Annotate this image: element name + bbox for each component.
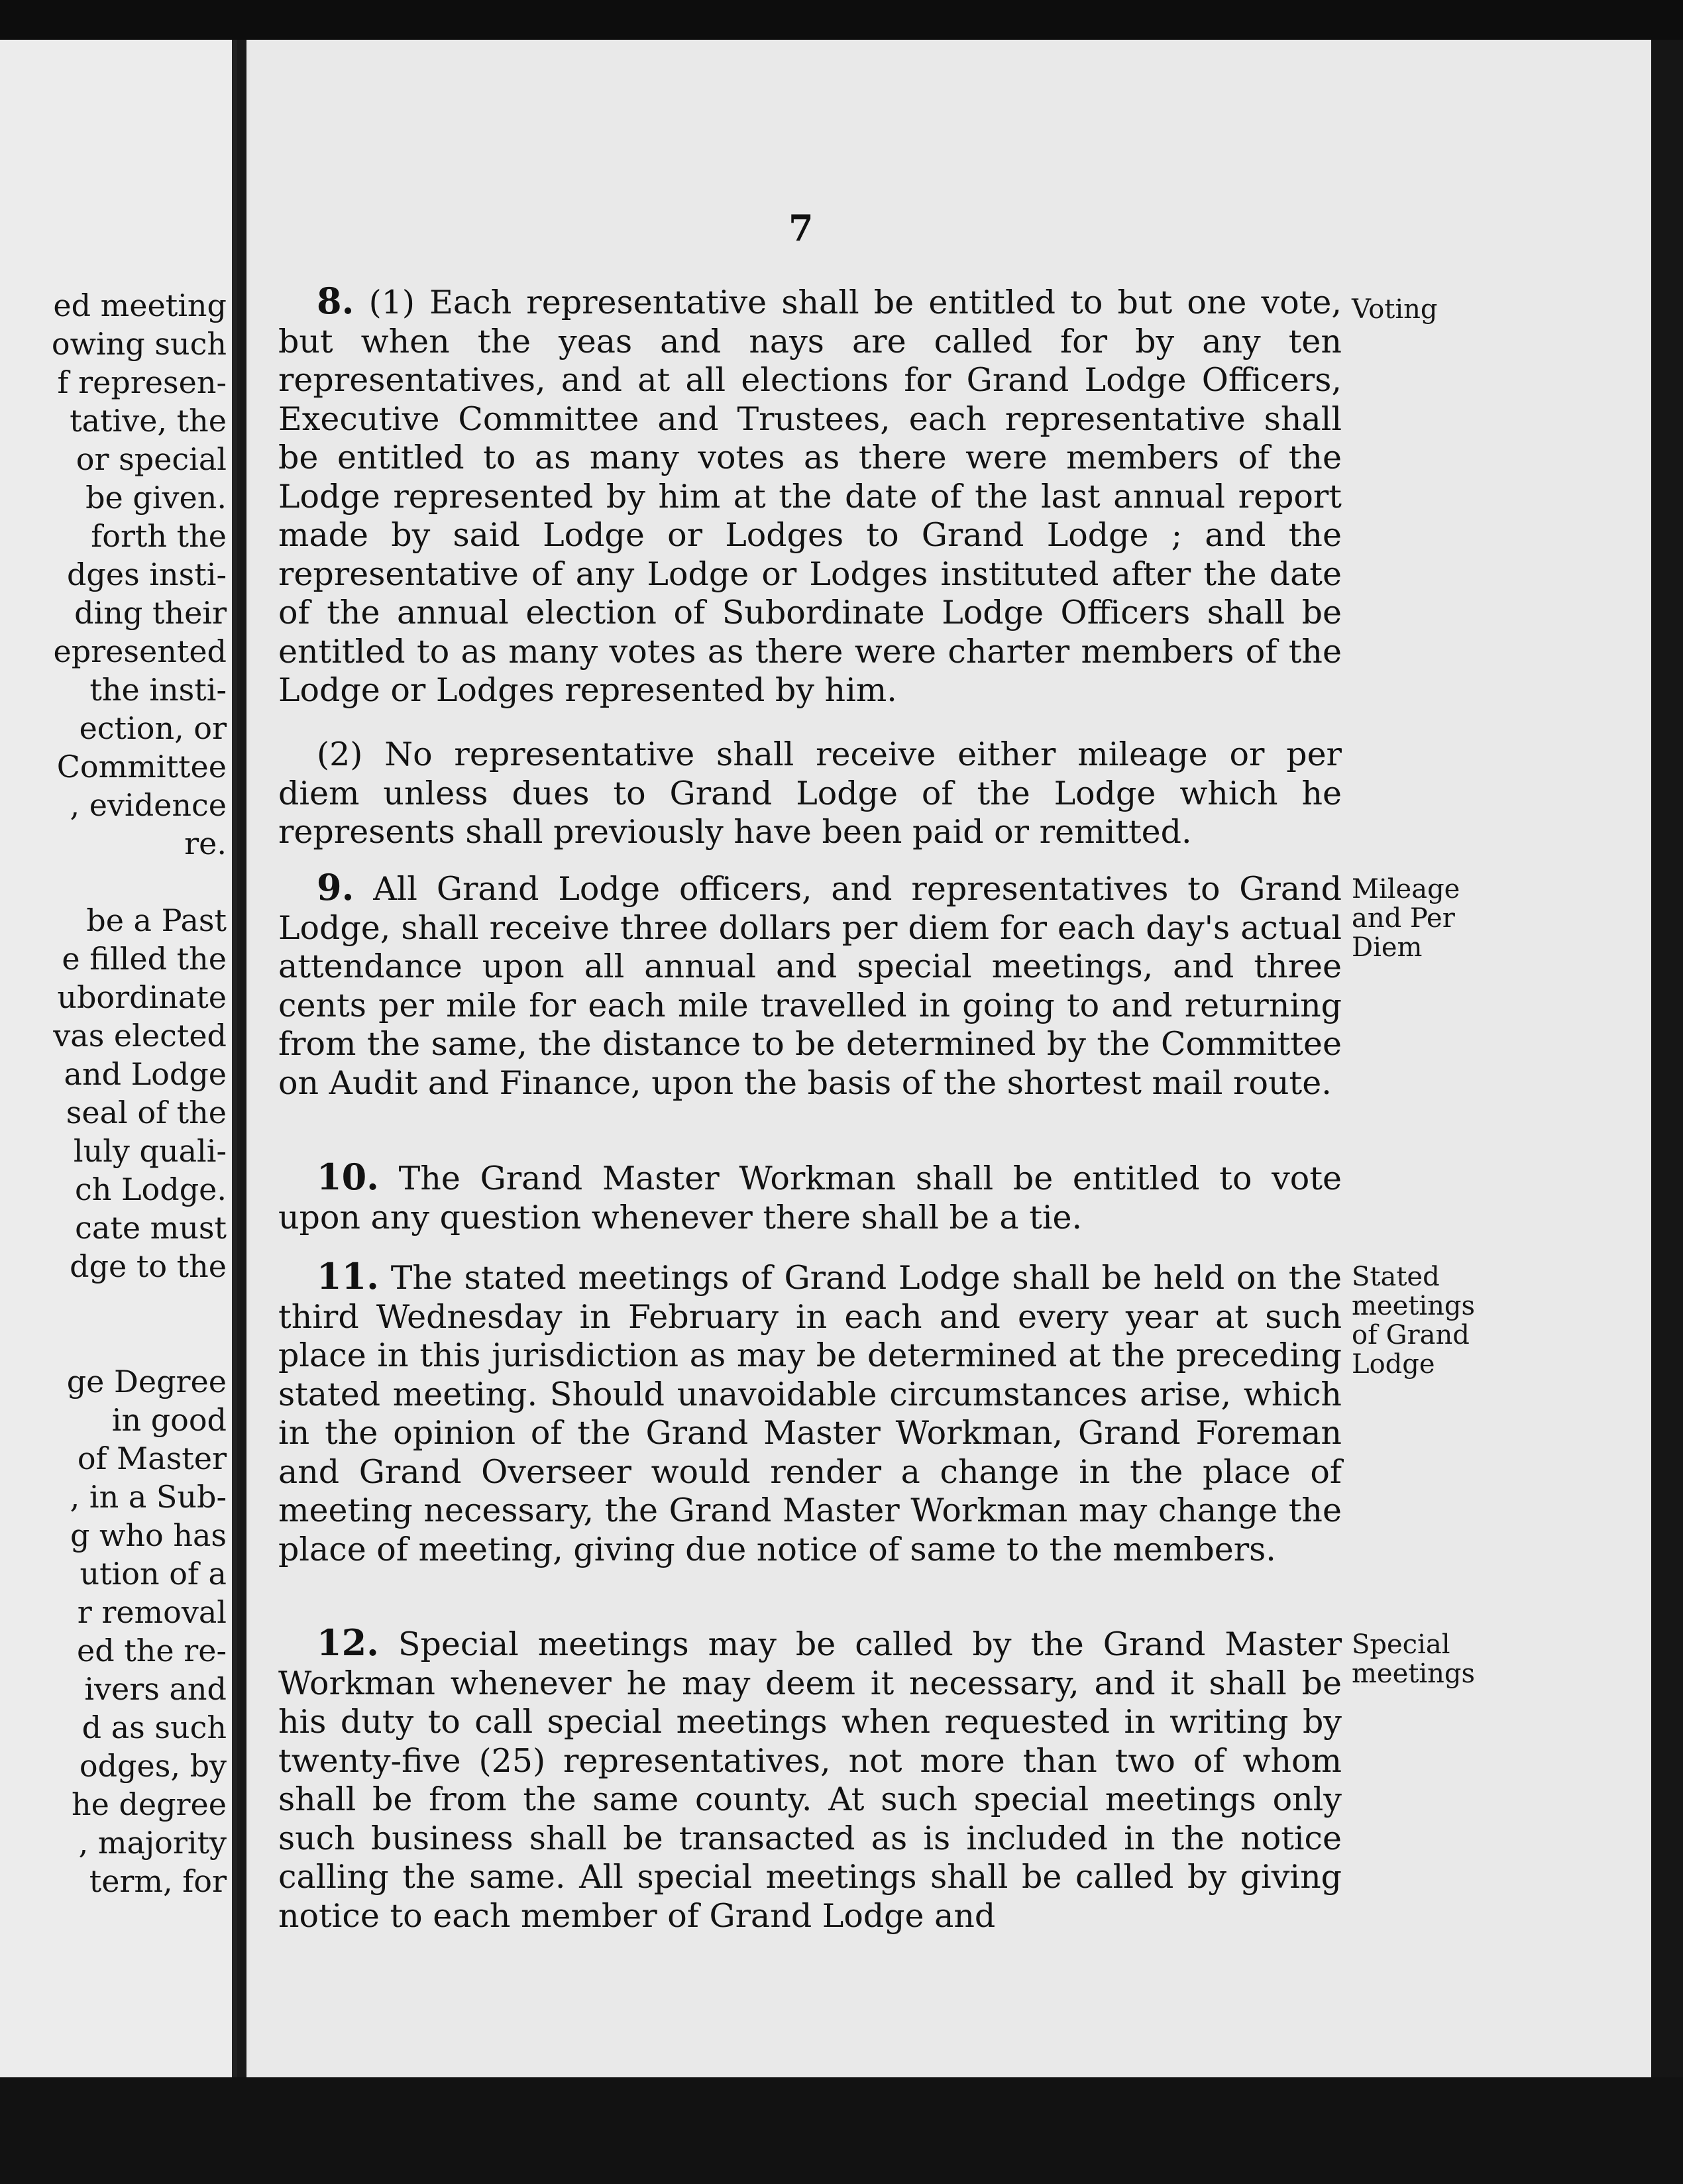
section-8-paragraph-1: [278, 282, 1342, 710]
left-page-line: dge to the: [70, 1248, 227, 1284]
left-page-line: owing such: [51, 326, 227, 362]
margin-note-voting: Voting: [1352, 294, 1438, 325]
left-page-line: Committee: [56, 749, 227, 785]
left-page-line: , majority: [78, 1825, 227, 1861]
left-page-line: the insti-: [89, 672, 227, 708]
left-page-line: ution of a: [80, 1556, 227, 1592]
section-number: 11.: [317, 1255, 379, 1297]
left-page-fragment: [0, 40, 237, 2147]
left-page-line: seal of the: [66, 1095, 227, 1130]
scan-bottom-border: [0, 2077, 1683, 2184]
left-page-line: tative, the: [70, 403, 227, 439]
section-text: Special meetings may be called by the Grand Master Workman whenever he may deem it necessary, and it shall be his duty to call special meetings when requested in writing by twenty-five (25) representatives, not more than two of whom shall be from the same county. At such special meetings only such business shall be transacted as is included in the notice calling the same. All special meetings shall be called by giving notice to each member of Grand Lodge and: [278, 1625, 1342, 1935]
left-page-line: and Lodge: [64, 1056, 227, 1092]
left-page-line: , evidence: [70, 787, 227, 823]
left-page-line: ed meeting: [53, 288, 227, 323]
scan-top-border: [0, 0, 1683, 40]
section-9-paragraph: [278, 868, 1342, 1103]
left-page-line: vas elected: [53, 1018, 227, 1054]
section-11-paragraph: [278, 1257, 1342, 1569]
left-page-line: cate must: [75, 1210, 227, 1246]
left-page-line: ge Degree: [66, 1364, 227, 1399]
left-page-line: g who has: [70, 1517, 227, 1553]
left-page-line: , in a Sub-: [70, 1479, 227, 1515]
page-number: 7: [788, 207, 814, 249]
left-page-line: in good: [111, 1402, 227, 1438]
left-page-line: luly quali-: [73, 1133, 227, 1169]
left-page-line: ubordinate: [57, 979, 227, 1015]
margin-note-stated-meetings: Stated meetings of Grand Lodge: [1352, 1262, 1476, 1380]
section-text: The stated meetings of Grand Lodge shall be held on the third Wednesday in February in each and every year at such place in this jurisdiction as may be determined at the preceding stated meeting. Should unavoidable circumstances arise, which in the opinion of the Grand Master Workman, Grand Foreman and Grand Overseer would render a change in the place of meeting necessary, the Grand Master Workman may change the place of meeting, giving due notice of same to the members.: [278, 1259, 1342, 1568]
section-number: 9.: [317, 866, 354, 908]
left-page-line: forth the: [91, 518, 227, 554]
section-8-paragraph-2: [278, 736, 1342, 852]
left-page-line: be given.: [85, 480, 227, 516]
book-gutter: [237, 40, 246, 2147]
section-number: 8.: [317, 280, 354, 322]
section-text: All Grand Lodge officers, and representatives to Grand Lodge, shall receive three dollars per diem for each day's actual attendance upon all annual and special meetings, and three cents per mile for each mile travelled in going to and returning from the same, the distance to be determined by the Committee on Audit and Finance, upon the basis of the shortest mail route.: [278, 870, 1342, 1102]
left-page-line: r removal: [77, 1594, 227, 1630]
section-number: 12.: [317, 1621, 379, 1664]
left-page-line: be a Past: [86, 902, 227, 938]
section-text: (2) No representative shall receive either mileage or per diem unless dues to Grand Lodge of the Lodge which he represents shall previously have been paid or remitted.: [278, 736, 1342, 851]
section-text: The Grand Master Workman shall be entitled to vote upon any question whenever there shall be a tie.: [278, 1160, 1342, 1236]
left-page-line: term, for: [89, 1863, 227, 1899]
margin-note-mileage: Mileage and Per Diem: [1352, 874, 1460, 963]
section-number: 10.: [317, 1156, 379, 1198]
section-10-paragraph: [278, 1158, 1342, 1237]
left-page-line: epresented: [53, 633, 227, 669]
left-page-line: re.: [184, 826, 227, 861]
left-page-line: dges insti-: [66, 557, 227, 592]
left-page-line: e filled the: [62, 941, 227, 977]
left-page-line: d as such: [81, 1710, 227, 1745]
section-text: (1) Each representative shall be entitled to but one vote, but when the yeas and nays are called for by any ten representatives, and at all elections for Grand Lodge Officers, Executive Committee and Trustees, each representative shall be entitled to as many votes as there were members of the Lodge represented by him at the date of the last annual report made by said Lodge or Lodges to Grand Lodge ; and the representative of any Lodge or Lodges instituted after the date of the annual election of Subordinate Lodge Officers shall be entitled to as many votes as there were charter members of the Lodge or Lodges represented by him.: [278, 284, 1342, 709]
scan-right-border: [1651, 40, 1683, 2184]
left-page-line: odges, by: [79, 1748, 227, 1784]
left-page-line: ed the re-: [76, 1633, 227, 1668]
left-page-line: ding their: [74, 595, 227, 631]
left-page-line: ch Lodge.: [75, 1172, 227, 1207]
margin-note-special-meetings: Special meetings: [1352, 1629, 1476, 1689]
left-page-line: he degree: [71, 1786, 227, 1822]
left-page-line: of Master: [77, 1441, 227, 1476]
left-page-line: f represen-: [57, 364, 227, 400]
left-page-line: ivers and: [84, 1671, 227, 1707]
left-page-line: or special: [76, 441, 227, 477]
left-page-line: ection, or: [79, 710, 227, 746]
section-12-paragraph: [278, 1623, 1342, 1936]
